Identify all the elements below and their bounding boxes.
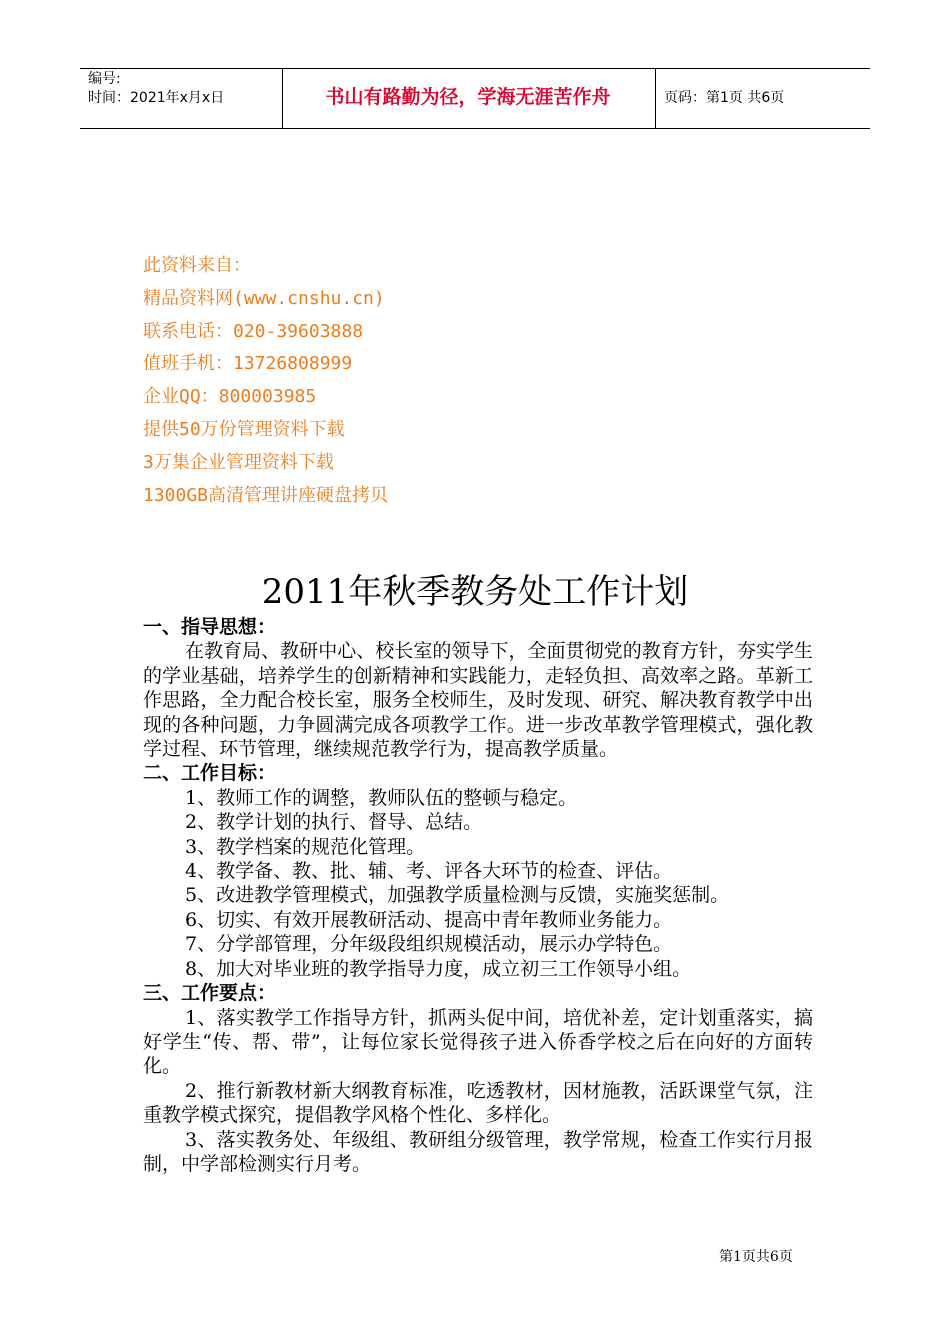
list-item: 7、分学部管理，分年级段组织规模活动，展示办学特色。	[185, 933, 673, 956]
source-line: 此资料来自：	[143, 255, 251, 276]
section-heading-work-points: 三、工作要点：	[143, 982, 277, 1005]
list-item: 3、教学档案的规范化管理。	[185, 835, 426, 858]
paragraph: 3、落实教务处、年级组、教研组分级管理，教学常规，检查工作实行月报制，中学部检测实行月考。	[143, 1128, 813, 1175]
list-item: 4、教学备、教、批、辅、考、评各大环节的检查、评估。	[185, 860, 673, 883]
list-item: 5、改进教学管理模式，加强教学质量检测与反馈，实施奖惩制。	[185, 884, 730, 907]
section-heading-work-goals: 二、工作目标：	[143, 762, 277, 785]
list-item: 6、切实、有效开展教研活动、提高中青年教师业务能力。	[185, 908, 673, 931]
paragraph: 在教育局、教研中心、校长室的领导下，全面贯彻党的教育方针，夯实学生的学业基础，培养学生的创新精神和实践能力，走轻负担、高效率之路。革新工作思路，全力配合校长室，服务全校师生，及时发现、研究、解决教育教学中出现的各种问题，力争圆满完成各项教学工作。进一步改革教学管理模式，强化教学过程、环节管理，继续规范教学行为，提高教学质量。	[143, 640, 813, 761]
source-line-website: 精品资料网(www.cnshu.cn)	[143, 287, 385, 309]
header-bottom-rule	[80, 128, 870, 129]
source-line: 3万集企业管理资料下载	[143, 451, 334, 473]
header-page-label: 页码：第1页 共6页	[664, 90, 785, 106]
source-line: 提供50万份管理资料下载	[143, 418, 345, 440]
header-top-rule	[80, 68, 870, 69]
section-heading-guiding-thought: 一、指导思想：	[143, 616, 277, 638]
list-item: 1、教师工作的调整，教师队伍的整顿与稳定。	[185, 786, 578, 809]
paragraph: 1、落实教学工作指导方针，抓两头促中间，培优补差，定计划重落实，搞好学生“传、帮、带”，让每位家长觉得孩子进入侨香学校之后在向好的方面转化。	[143, 1006, 813, 1078]
document-body	[143, 615, 813, 1176]
source-line-mobile: 值班手机：13726808999	[143, 353, 353, 375]
header-date-label: 时间：2021年x月x日	[88, 90, 225, 106]
source-line-phone: 联系电话：020-39603888	[143, 320, 364, 342]
goals-list	[143, 786, 813, 981]
header-divider-right	[655, 68, 656, 128]
list-item: 8、加大对毕业班的教学指导力度，成立初三工作领导小组。	[185, 957, 692, 980]
source-line-qq: 企业QQ：800003985	[143, 386, 317, 408]
list-item: 2、教学计划的执行、督导、总结。	[185, 811, 483, 834]
page-footer: 第1页共6页	[719, 1249, 793, 1265]
header-meta	[88, 70, 224, 108]
header-number-label: 编号:	[88, 71, 121, 87]
source-line: 1300GB高清管理讲座硬盘拷贝	[143, 484, 389, 506]
header-motto: 书山有路勤为径，学海无涯苦作舟	[325, 86, 611, 108]
source-info-block	[143, 250, 388, 512]
paragraph: 2、推行新教材新大纲教育标准，吃透教材，因材施教，活跃课堂气氛，注重教学模式探究，提倡教学风格个性化、多样化。	[143, 1079, 813, 1127]
document-title: 2011年秋季教务处工作计划	[261, 572, 689, 612]
